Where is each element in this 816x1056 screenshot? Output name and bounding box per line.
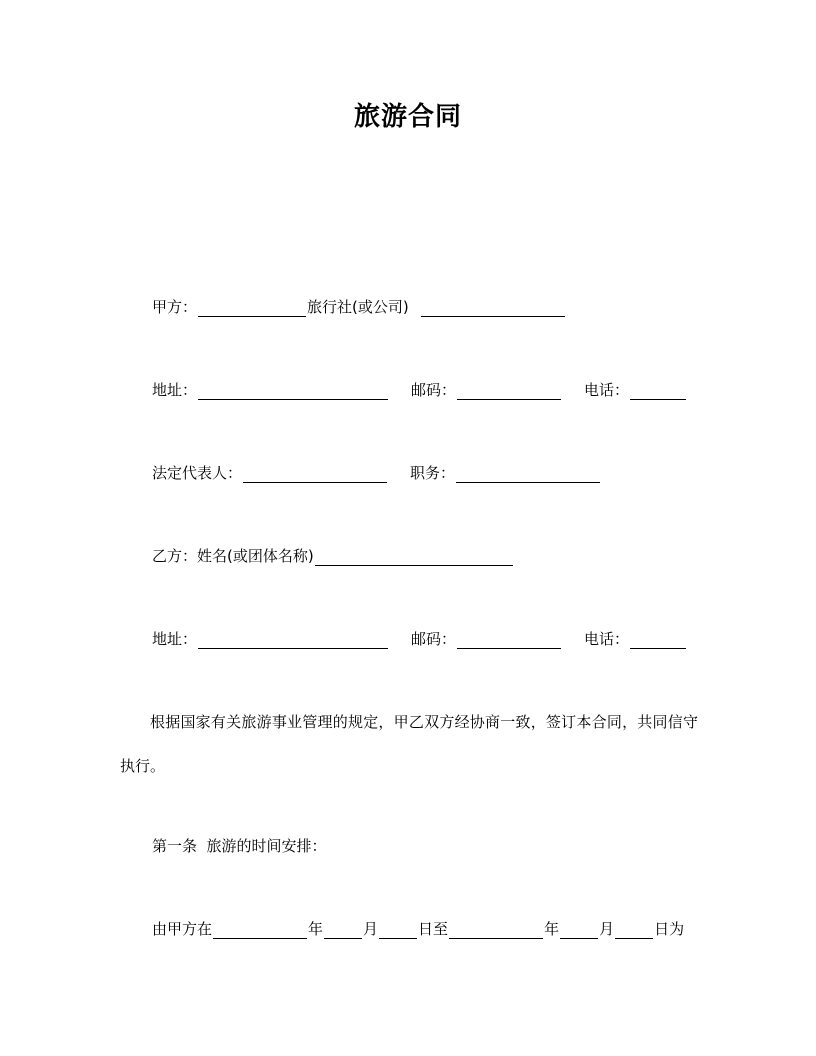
end-year-label: 年 [544, 920, 560, 938]
document-title: 旅游合同 [353, 102, 462, 132]
phone-label: 电话： [584, 630, 630, 648]
end-day-blank[interactable] [615, 922, 653, 939]
legal-rep-line [152, 463, 601, 483]
party-a-agency-blank[interactable] [421, 300, 565, 317]
party-a-postcode-blank[interactable] [457, 383, 561, 400]
party-b-address-line [152, 629, 687, 649]
end-year-blank[interactable] [449, 922, 543, 939]
address-label: 地址： [152, 630, 198, 648]
party-a-label: 甲方： [152, 298, 198, 316]
postcode-label: 邮码： [411, 381, 457, 399]
legal-rep-label: 法定代表人： [152, 464, 243, 482]
article-1-heading: 第一条 旅游的时间安排： [152, 837, 327, 855]
party-b-postcode-blank[interactable] [457, 632, 561, 649]
legal-rep-blank[interactable] [243, 466, 387, 483]
party-b-label: 乙方：姓名(或团体名称) [152, 547, 314, 565]
party-a-name-blank[interactable] [198, 300, 306, 317]
position-blank[interactable] [456, 466, 600, 483]
start-year-blank[interactable] [213, 922, 307, 939]
phone-label: 电话： [584, 381, 630, 399]
party-a-address-line [152, 380, 687, 400]
article-1-heading-line [152, 836, 327, 856]
postcode-label: 邮码： [411, 630, 457, 648]
start-year-label: 年 [308, 920, 324, 938]
party-a-line [152, 297, 566, 317]
start-day-blank[interactable] [379, 922, 417, 939]
end-month-blank[interactable] [560, 922, 598, 939]
start-month-label: 月 [363, 920, 379, 938]
start-day-to-label: 日至 [418, 920, 449, 938]
party-b-address-blank[interactable] [198, 632, 388, 649]
start-month-blank[interactable] [324, 922, 362, 939]
intro-paragraph: 根据国家有关旅游事业管理的规定，甲乙双方经协商一致，签订本合同，共同信守执行。 [120, 713, 698, 775]
party-b-name-blank[interactable] [315, 549, 513, 566]
position-label: 职务： [410, 464, 456, 482]
party-a-agency-label: 旅行社(或公司) [307, 298, 409, 316]
schedule-line [152, 919, 684, 939]
party-b-line [152, 546, 514, 566]
party-a-phone-blank[interactable] [630, 383, 686, 400]
schedule-prefix: 由甲方在 [152, 920, 213, 938]
address-label: 地址： [152, 381, 198, 399]
party-a-address-blank[interactable] [198, 383, 388, 400]
end-day-label: 日为 [654, 920, 685, 938]
party-b-phone-blank[interactable] [630, 632, 686, 649]
end-month-label: 月 [599, 920, 615, 938]
